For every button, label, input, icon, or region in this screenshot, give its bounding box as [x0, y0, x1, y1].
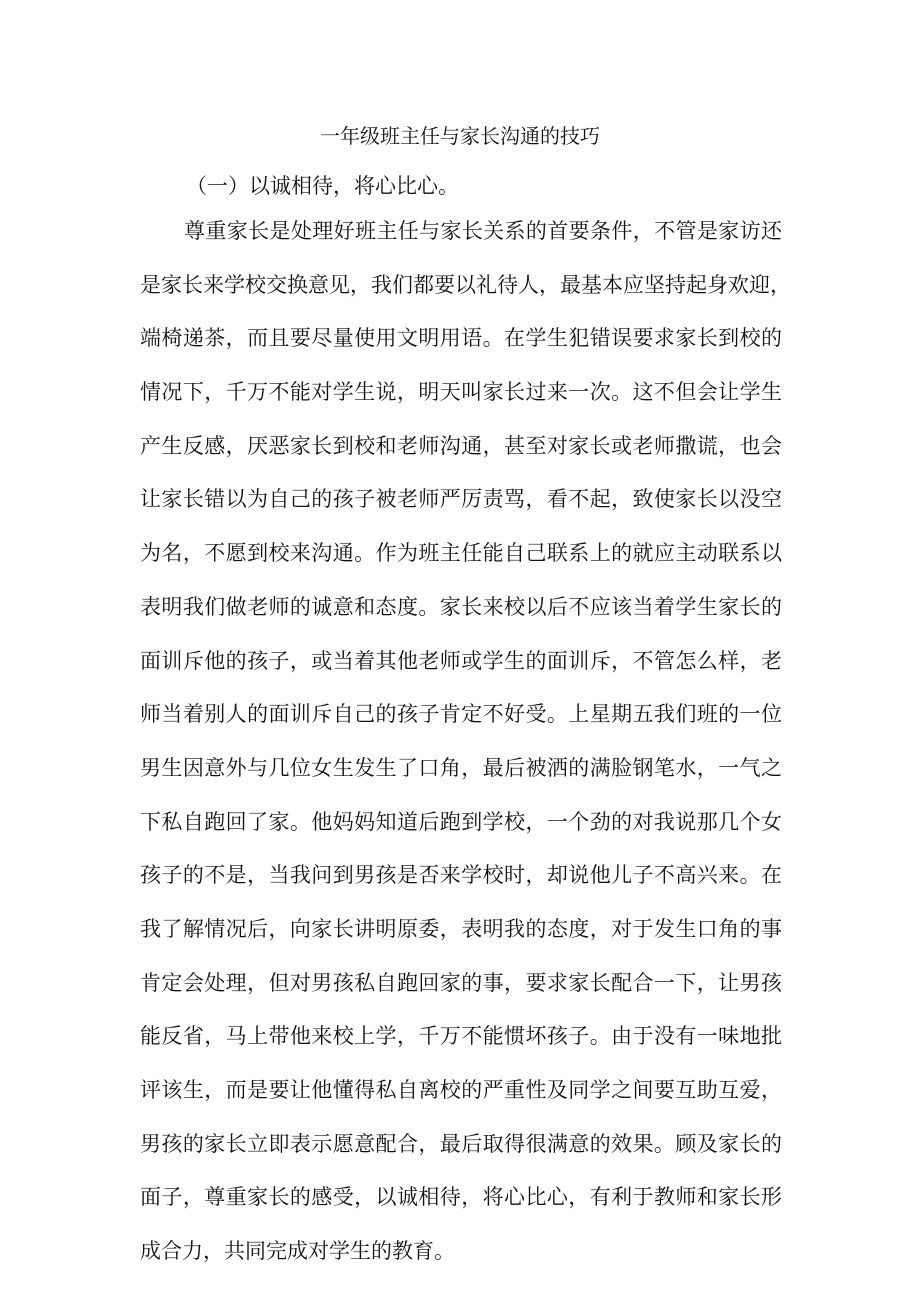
paragraph-line: 男孩的家长立即表示愿意配合，最后取得很满意的效果。顾及家长的 — [140, 1131, 782, 1156]
paragraph-line: 表明我们做老师的诚意和态度。家长来校以后不应该当着学生家长的 — [140, 594, 782, 619]
paragraph-line: 男生因意外与几位女生发生了口角，最后被洒的满脸钢笔水，一气之 — [140, 755, 782, 780]
paragraph-line: 让家长错以为自己的孩子被老师严厉责骂，看不起，致使家长以没空 — [140, 487, 782, 512]
paragraph-line: 成合力，共同完成对学生的教育。 — [140, 1239, 455, 1264]
paragraph-line: 孩子的不是，当我问到男孩是否来学校时，却说他儿子不高兴来。在 — [140, 863, 782, 888]
document-title: 一年级班主任与家长沟通的技巧 — [320, 124, 600, 148]
paragraph-line: 是家长来学校交换意见，我们都要以礼待人，最基本应坚持起身欢迎， — [140, 272, 791, 297]
paragraph-line: 我了解情况后，向家长讲明原委，表明我的态度，对于发生口角的事 — [140, 916, 782, 941]
paragraph-line: 能反省，马上带他来校上学，千万不能惯坏孩子。由于没有一味地批 — [140, 1024, 782, 1049]
paragraph-line: 产生反感，厌恶家长到校和老师沟通，甚至对家长或老师撒谎，也会 — [140, 433, 782, 458]
paragraph-line: 面训斥他的孩子，或当着其他老师或学生的面训斥，不管怎么样，老 — [140, 648, 782, 673]
body-paragraph — [140, 216, 791, 1290]
paragraph-line: 面子，尊重家长的感受，以诚相待，将心比心，有利于教师和家长形 — [140, 1185, 782, 1210]
paragraph-line: 肯定会处理，但对男孩私自跑回家的事，要求家长配合一下，让男孩 — [140, 970, 782, 995]
paragraph-line: 尊重家长是处理好班主任与家长关系的首要条件，不管是家访还 — [184, 219, 782, 243]
paragraph-line: 情况下，千万不能对学生说，明天叫家长过来一次。这不但会让学生 — [140, 380, 782, 405]
paragraph-line: 端椅递茶，而且要尽量使用文明用语。在学生犯错误要求家长到校的 — [140, 326, 782, 351]
paragraph-line: 下私自跑回了家。他妈妈知道后跑到学校，一个劲的对我说那几个女 — [140, 809, 782, 834]
paragraph-line: 评该生，而是要让他懂得私自离校的严重性及同学之间要互助互爱， — [140, 1078, 782, 1102]
section-heading: （一）以诚相待，将心比心。 — [186, 174, 459, 198]
paragraph-line: 为名，不愿到校来沟通。作为班主任能自己联系上的就应主动联系以 — [140, 541, 782, 566]
paragraph-line: 师当着别人的面训斥自己的孩子肯定不好受。上星期五我们班的一位 — [140, 702, 782, 727]
